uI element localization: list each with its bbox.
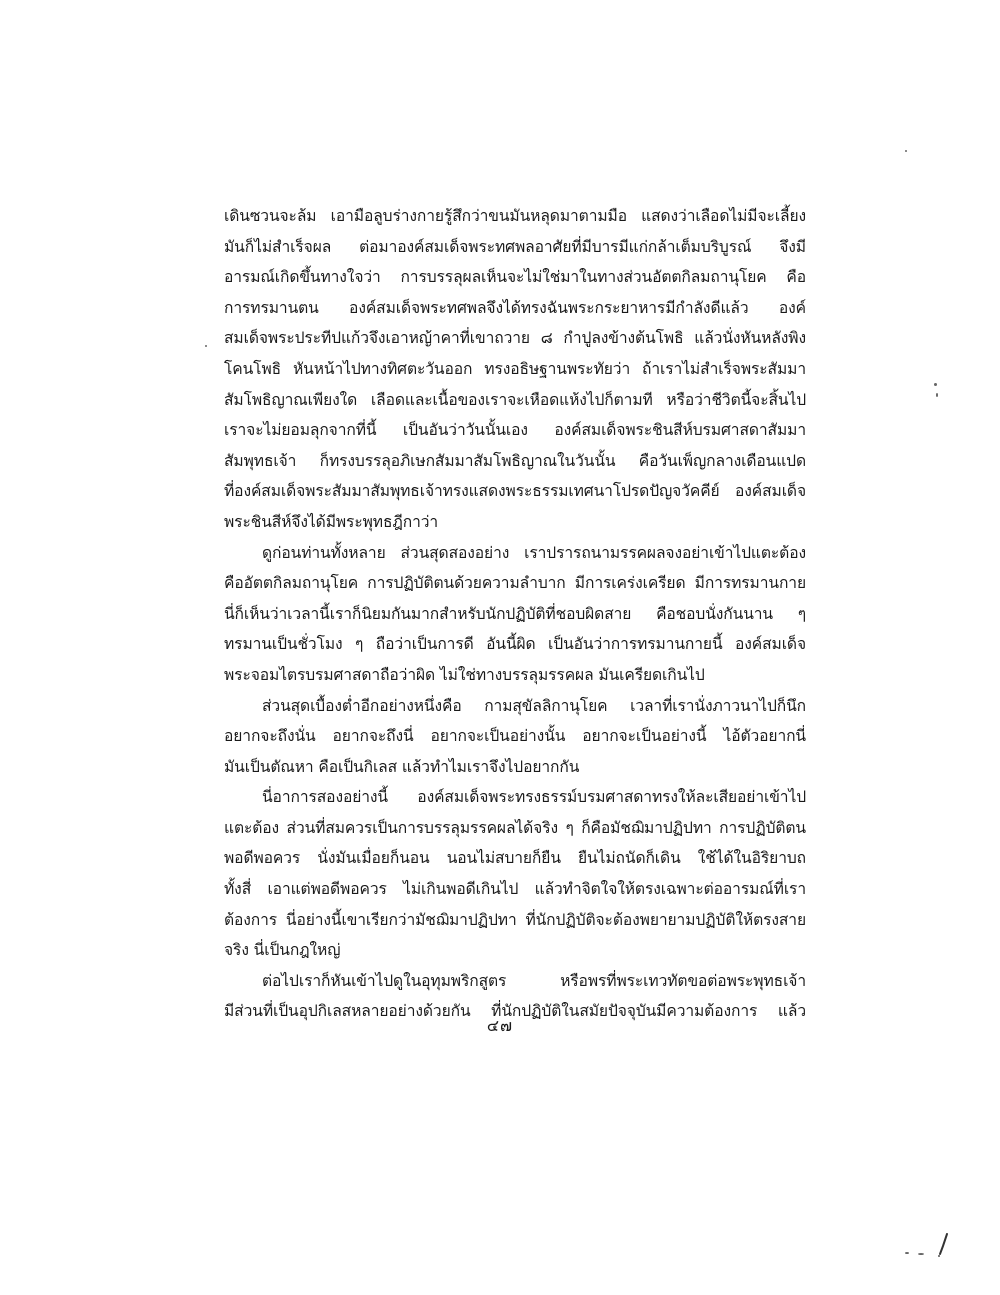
text-line: อารมณ์เกิดขึ้นทางใจว่า การบรรลุผลเห็นจะไม่ใช่มาในทางส่วนอัตตกิลมถานุโยค คือ [224,268,806,287]
text-line: ต้องการ นี่อย่างนี้เขาเรียกว่ามัชฌิมาปฏิปทา ที่นักปฏิบัติจะต้องพยายามปฏิบัติให้ตรงสาย [224,910,806,929]
text-line: ทรมานเป็นชั่วโมง ๆ ถือว่าเป็นการดี อันนี้ผิด เป็นอันว่าการทรมานกายนี้ องค์สมเด็จ [224,635,806,654]
text-line: สัมพุทธเจ้า ก็ทรงบรรลุอภิเษกสัมมาสัมโพธิญาณในวันนั้น คือวันเพ็ญกลางเดือนแปด [224,451,806,470]
text-line: ส่วนสุดเบื้องต่ำอีกอย่างหนึ่งคือ กามสุขัลลิกานุโยค เวลาที่เรานั่งภาวนาไปก็นึก [262,696,806,715]
text-line: นี่ก็เห็นว่าเวลานี้เราก็นิยมกันมากสำหรับนักปฏิบัติที่ชอบผิดสาย คือชอบนั่งกันนาน ๆ [224,604,806,623]
text-line: ดูก่อนท่านทั้งหลาย ส่วนสุดสองอย่าง เราปรารถนามรรคผลจงอย่าเข้าไปแตะต้อง [262,543,806,562]
text-line: ที่องค์สมเด็จพระสัมมาสัมพุทธเจ้าทรงแสดงพระธรรมเทศนาโปรดปัญจวัคคีย์ องค์สมเด็จ [224,482,806,501]
scan-speck [934,383,937,386]
scan-speck [905,1252,909,1254]
text-line: มีส่วนที่เป็นอุปกิเลสหลายอย่างด้วยกัน ที่นักปฏิบัติในสมัยปัจจุบันมีความต้องการ แล้ว [224,1002,806,1021]
page-number: ๔๗ [486,1016,514,1035]
text-line: แตะต้อง ส่วนที่สมควรเป็นการบรรลุมรรคผลได้จริง ๆ ก็คือมัชฌิมาปฏิปทา การปฏิบัติตน [224,818,806,837]
text-line: มันก็ไม่สำเร็จผล ต่อมาองค์สมเด็จพระทศพลอาศัยที่มีบารมีแก่กล้าเต็มบริบูรณ์ จึงมี [224,237,806,256]
text-line: การทรมานตน องค์สมเด็จพระทศพลจึงได้ทรงฉันพระกระยาหารมีกำลังดีแล้ว องค์ [224,298,806,317]
text-line: มันเป็นตัณหา คือเป็นกิเลส แล้วทำไมเราจึงไปอยากกัน [224,757,580,776]
scan-speck [936,393,938,397]
text-line: เราจะไม่ยอมลุกจากที่นี้ เป็นอันว่าวันนั้นเอง องค์สมเด็จพระชินสีห์บรมศาสดาสัมมา [224,421,806,440]
text-line: จริง นี่เป็นกฎใหญ่ [224,941,341,960]
scan-mark-icon [937,1232,951,1258]
text-line: พอดีพอควร นั่งมันเมื่อยก็นอน นอนไม่สบายก็ยืน ยืนไม่ถนัดก็เดิน ใช้ได้ในอิริยาบถ [224,849,806,868]
text-line: สัมโพธิญาณเพียงใด เลือดและเนื้อของเราจะเหือดแห้งไปก็ตามที หรือว่าชีวิตนี้จะสิ้นไป [224,390,806,409]
scan-speck [905,150,907,152]
text-line: นี่อาการสองอย่างนี้ องค์สมเด็จพระทรงธรรม์บรมศาสดาทรงให้ละเสียอย่าเข้าไป [262,788,806,807]
scan-speck [918,1253,924,1255]
text-line: เดินซวนจะล้ม เอามือลูบร่างกายรู้สึกว่าขนมันหลุดมาตามมือ แสดงว่าเลือดไม่มีจะเลี้ยง [224,207,806,225]
body-text [224,201,806,1027]
text-line: อยากจะถึงนั่น อยากจะถึงนี่ อยากจะเป็นอย่างนั้น อยากจะเป็นอย่างนี้ ไอ้ตัวอยากนี่ [224,727,806,746]
text-line: ต่อไปเราก็หันเข้าไปดูในอุทุมพริกสูตร หรือพรที่พระเทวทัตขอต่อพระพุทธเจ้า [262,971,806,990]
text-line: ทั้งสี่ เอาแต่พอดีพอควร ไม่เกินพอดีเกินไป แล้วทำจิตใจให้ตรงเฉพาะต่ออารมณ์ที่เรา [224,880,806,899]
text-line: คืออัตตกิลมถานุโยค การปฏิบัติตนด้วยความลำบาก มีการเคร่งเครียด มีการทรมานกาย [224,574,806,593]
text-line: พระจอมไตรบรมศาสดาถือว่าผิด ไม่ใช่ทางบรรลุมรรคผล มันเครียดเกินไป [224,665,705,684]
scan-speck [205,345,207,347]
text-line: สมเด็จพระประทีปแก้วจึงเอาหญ้าคาที่เขาถวาย ๘ กำปูลงข้างต้นโพธิ แล้วนั่งหันหลังพิง [224,329,806,348]
text-line: พระชินสีห์จึงได้มีพระพุทธฎีกาว่า [224,512,439,531]
text-line: โคนโพธิ หันหน้าไปทางทิศตะวันออก ทรงอธิษฐานพระทัยว่า ถ้าเราไม่สำเร็จพระสัมมา [224,359,806,378]
